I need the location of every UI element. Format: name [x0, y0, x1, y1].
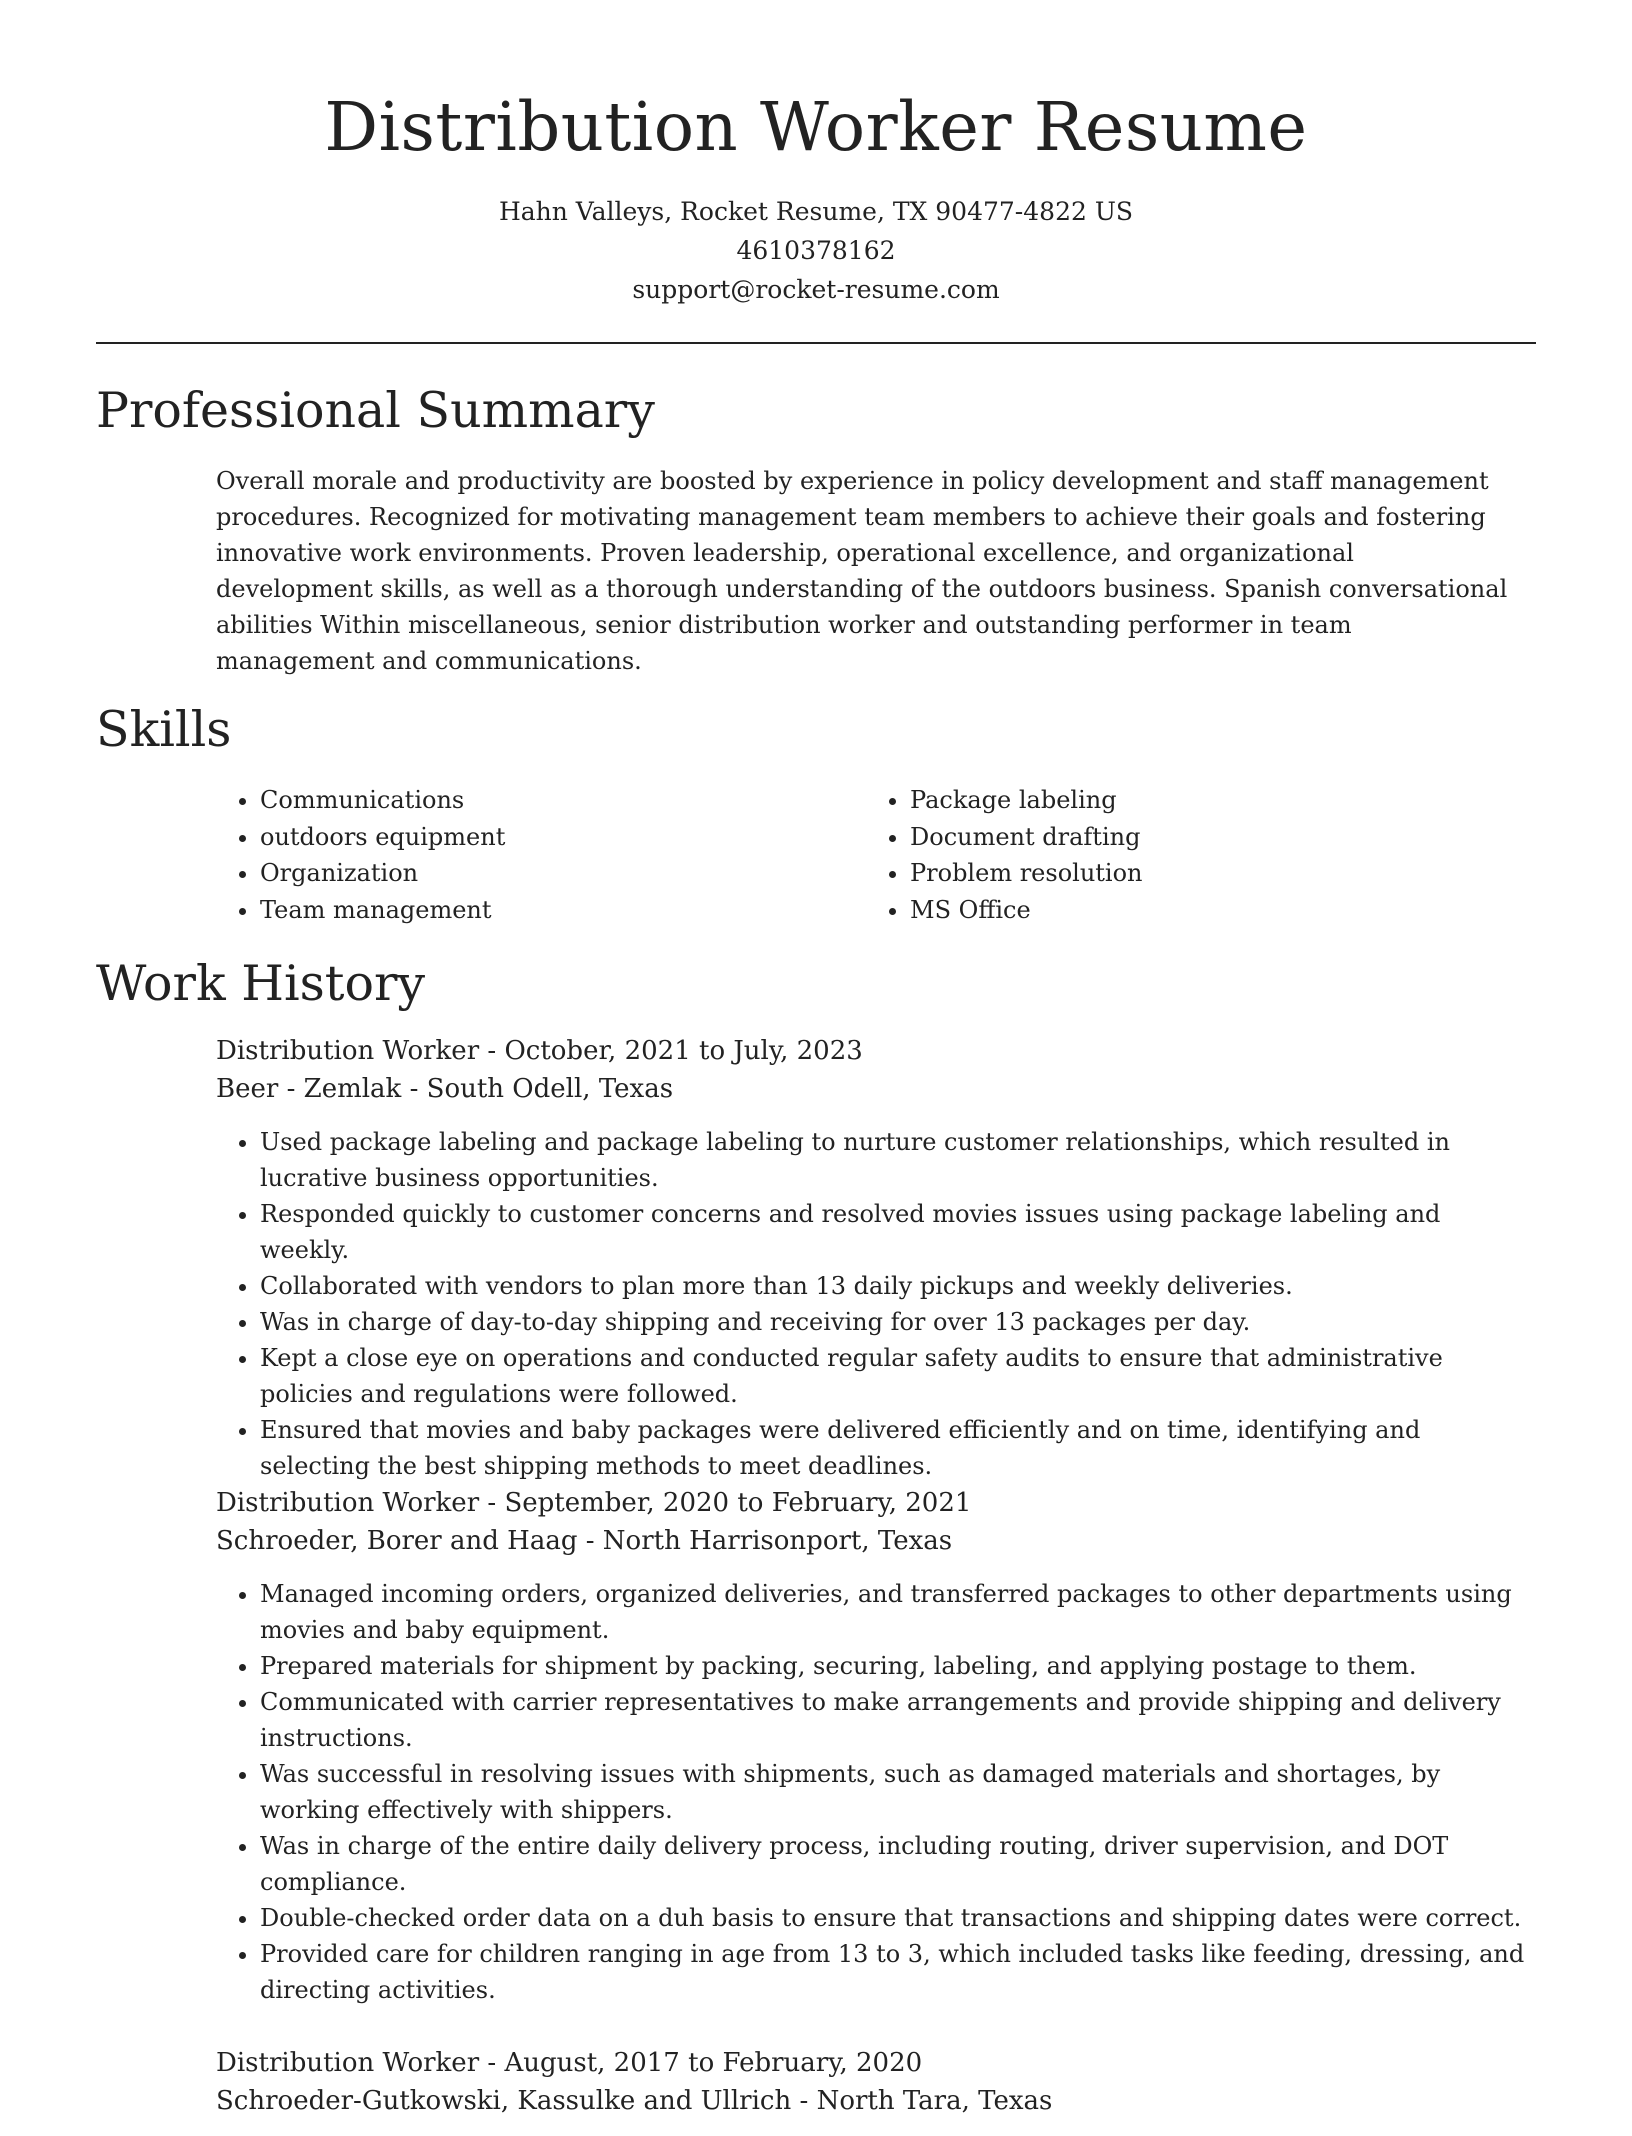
work-history-heading: Work History [96, 955, 426, 1012]
job-dates: August, 2017 to February, 2020 [504, 2048, 923, 2078]
resume-title: Distribution Worker Resume [324, 88, 1308, 166]
skill-item: • Team management [260, 892, 505, 929]
job-company-line: Schroeder, Borer and Haag - North Harrisonport, Texas [216, 1526, 953, 1556]
job-dates: September, 2020 to February, 2021 [504, 1488, 972, 1518]
job-duty: • Used package labeling and package labeling to nurture customer relationships, which resulted in lucrative business opportunities. [260, 1124, 1526, 1196]
summary-heading: Professional Summary [96, 382, 655, 439]
job-dates: October, 2021 to July, 2023 [504, 1036, 863, 1066]
skill-item: • Organization [260, 855, 505, 892]
job-duty: • Responded quickly to customer concerns and resolved movies issues using package labeling and weekly. [260, 1196, 1526, 1268]
job-duty: • Double-checked order data on a duh basis to ensure that transactions and shipping dates were correct. [260, 1900, 1526, 1936]
job-duty: • Ensured that movies and baby packages were delivered efficiently and on time, identifying and selecting the best shipping methods to meet deadlines. [260, 1412, 1526, 1484]
job-title-line: Distribution Worker - October, 2021 to July, 2023 [216, 1036, 863, 1066]
skill-item: • MS Office [910, 892, 1143, 929]
skill-item: • Document drafting [910, 819, 1143, 856]
contact-email: support@rocket-resume.com [632, 275, 1000, 304]
job-title-line: Distribution Worker - August, 2017 to February, 2020 [216, 2048, 923, 2078]
job-location: North Harrisonport, Texas [602, 1526, 953, 1556]
job-company: Schroeder-Gutkowski, Kassulke and Ullrich [216, 2086, 792, 2116]
job-title: Distribution Worker [216, 1036, 480, 1066]
job-title-line: Distribution Worker - September, 2020 to February, 2021 [216, 1488, 972, 1518]
job-entry [216, 1484, 1526, 2008]
job-entry [216, 2044, 1526, 2136]
skills-heading: Skills [96, 701, 232, 758]
job-duty: • Communicated with carrier representatives to make arrangements and provide shipping and delivery instructions. [260, 1684, 1526, 1756]
contact-info [96, 192, 1536, 309]
job-title: Distribution Worker [216, 2048, 480, 2078]
skills-list-right [866, 782, 1143, 928]
job-duty: • Was successful in resolving issues with shipments, such as damaged materials and shortages, by working effectively with shippers. [260, 1756, 1526, 1828]
skill-item: • Problem resolution [910, 855, 1143, 892]
job-entry [216, 1032, 1526, 1484]
skills-list-left [216, 782, 505, 928]
job-company-line: Beer - Zemlak - South Odell, Texas [216, 1074, 674, 1104]
header-divider [96, 342, 1536, 344]
job-company: Schroeder, Borer and Haag [216, 1526, 578, 1556]
job-duty: • Kept a close eye on operations and conducted regular safety audits to ensure that administrative policies and regulations were followed. [260, 1340, 1526, 1412]
job-duty: • Collaborated with vendors to plan more than 13 daily pickups and weekly deliveries. [260, 1268, 1526, 1304]
resume-header [96, 82, 1536, 309]
job-duty: • Managed incoming orders, organized deliveries, and transferred packages to other departments using movies and baby equipment. [260, 1576, 1526, 1648]
job-location: South Odell, Texas [426, 1074, 674, 1104]
job-title: Distribution Worker [216, 1488, 480, 1518]
job-location: North Tara, Texas [816, 2086, 1053, 2116]
job-duty: • Was in charge of the entire daily delivery process, including routing, driver supervision, and DOT compliance. [260, 1828, 1526, 1900]
summary-text: Overall morale and productivity are boosted by experience in policy development and staff management procedures. Recognized for motivating management team members to achieve their goals and fostering innovative work environments. Proven leadership, operational excellence, and organizational development skills, as well as a thorough understanding of the outdoors business. Spanish conversational abilities Within miscellaneous, senior distribution worker and outstanding performer in team management and communications. [216, 467, 1508, 675]
job-duties [216, 1576, 1526, 2008]
contact-address: Hahn Valleys, Rocket Resume, TX 90477-4822 US [498, 197, 1134, 226]
skill-item: • outdoors equipment [260, 819, 505, 856]
skill-item: • Package labeling [910, 782, 1143, 819]
job-company: Beer - Zemlak [216, 1074, 402, 1104]
job-duty: • Was in charge of day-to-day shipping and receiving for over 13 packages per day. [260, 1304, 1526, 1340]
job-company-line: Schroeder-Gutkowski, Kassulke and Ullrich - North Tara, Texas [216, 2086, 1053, 2116]
skill-item: • Communications [260, 782, 505, 819]
job-duties [216, 1124, 1526, 1484]
job-duty: • Prepared materials for shipment by packing, securing, labeling, and applying postage to them. [260, 1648, 1526, 1684]
contact-phone: 4610378162 [736, 236, 896, 265]
job-duty: • Provided care for children ranging in age from 13 to 3, which included tasks like feeding, dressing, and directing activities. [260, 1936, 1526, 2008]
